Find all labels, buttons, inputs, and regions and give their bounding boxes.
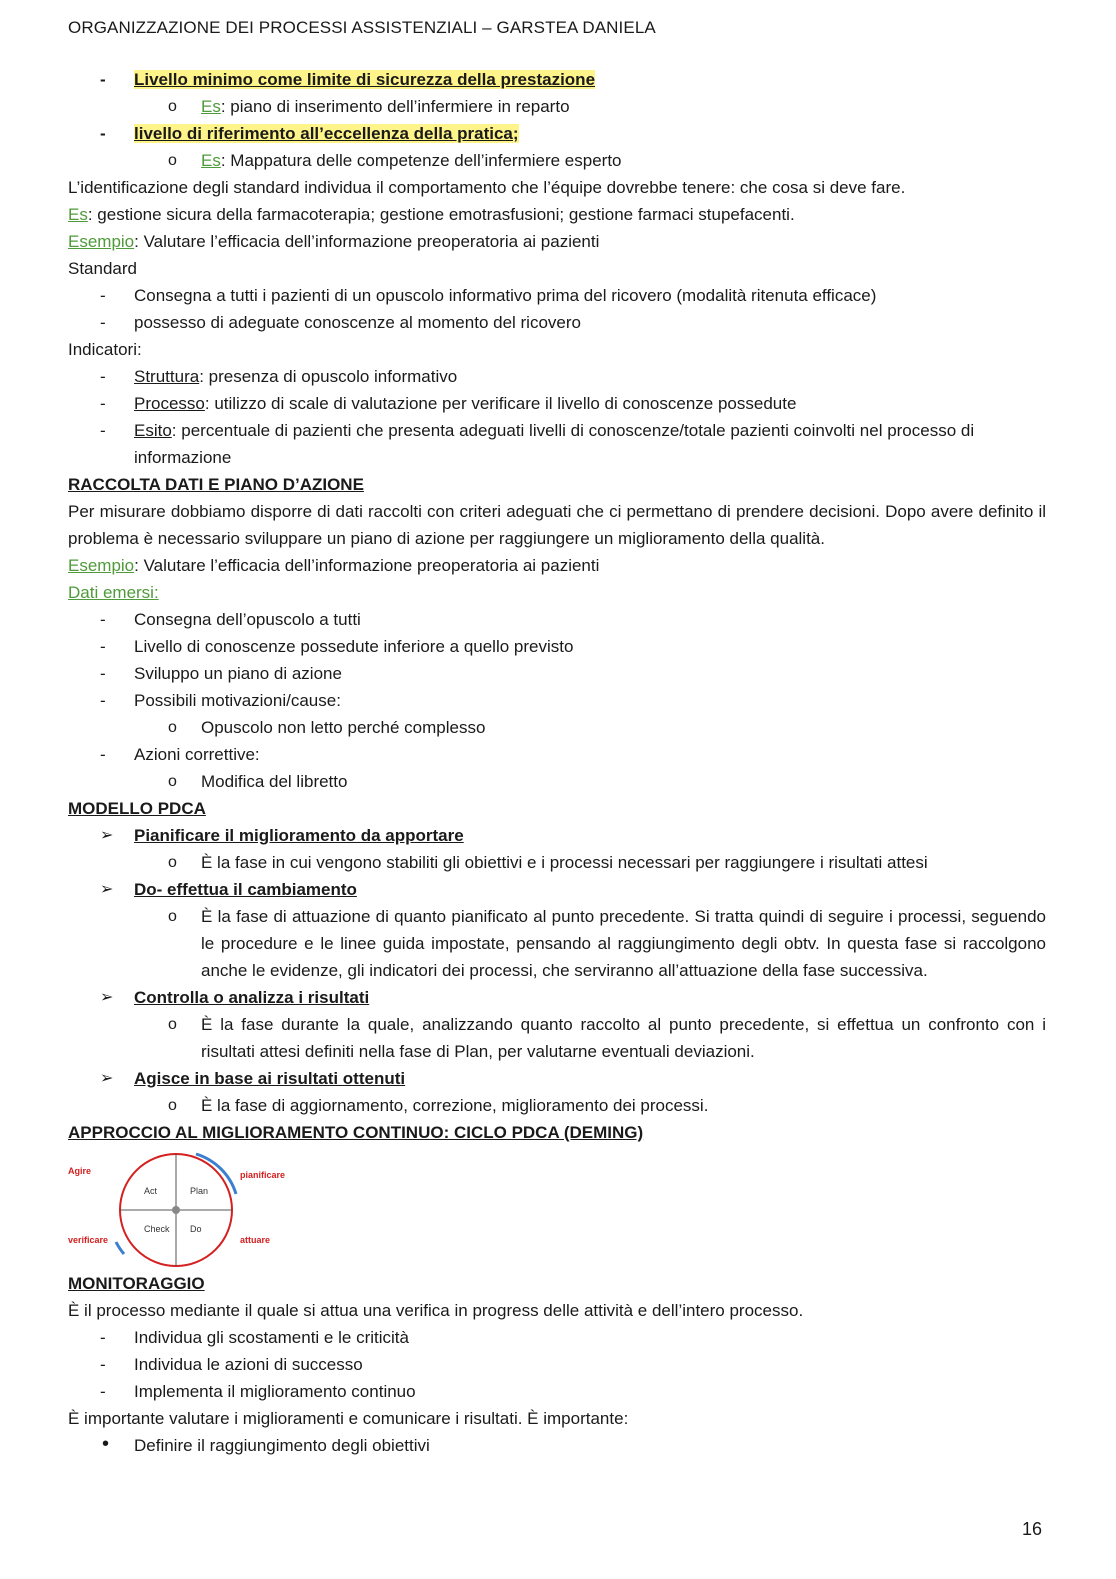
pdca-label-attuare: attuare bbox=[240, 1235, 271, 1245]
paragraph: Per misurare dobbiamo disporre di dati raccolti con criteri adeguati che ci permettano di prendere decisioni. Dopo avere definito il problema è necessario sviluppare un piano di azione per raggiungere un miglioramento della qualità. bbox=[68, 502, 1046, 548]
list-item: - Possibili motivazioni/cause: bbox=[100, 691, 341, 710]
pdca-center-dot bbox=[172, 1206, 180, 1214]
list-item: o Opuscolo non letto perché complesso bbox=[168, 718, 486, 737]
list-item: o Es: Mappatura delle competenze dell’infermiere esperto bbox=[168, 151, 622, 170]
list-item: - Consegna dell’opuscolo a tutti bbox=[100, 610, 361, 629]
pdca-label-agire: Agire bbox=[68, 1166, 92, 1176]
list-item: ➢ Do- effettua il cambiamento bbox=[68, 876, 1046, 903]
list-item: o È la fase di attuazione di quanto pianificato al punto precedente. Si tratta quindi di seguire i processi, seguendo le procedure e le linee guida impostate, pensando al raggiungimento degli obtv. In questa fase si raccolgono anche le evidenze, gli indicatori dei processi, che serviranno all’attuazione della fase successiva. bbox=[168, 907, 1046, 980]
page-number: 16 bbox=[1021, 1519, 1042, 1539]
section-heading: MODELLO PDCA bbox=[68, 799, 206, 818]
section-heading: MONITORAGGIO bbox=[68, 1274, 205, 1293]
paragraph: Es: gestione sicura della farmacoterapia; gestione emotrasfusioni; gestione farmaci stupefacenti. bbox=[68, 205, 795, 224]
list-item: o È la fase durante la quale, analizzando quanto raccolto al punto precedente, si effettua un confronto con i risultati attesi definiti nella fase di Plan, per valutarne eventuali deviazioni. bbox=[168, 1015, 1046, 1061]
page-header: ORGANIZZAZIONE DEI PROCESSI ASSISTENZIALI – GARSTEA DANIELA bbox=[68, 18, 656, 37]
list-item: - Livello minimo come limite di sicurezza della prestazione bbox=[100, 70, 596, 89]
list-item: - Azioni correttive: bbox=[100, 745, 260, 764]
paragraph: L’identificazione degli standard individua il comportamento che l’équipe dovrebbe tenere: che cosa si deve fare. bbox=[68, 178, 906, 197]
pdca-label-act: Act bbox=[144, 1186, 158, 1196]
pdca-label-verificare: verificare bbox=[68, 1235, 109, 1245]
list-item: - Esito: percentuale di pazienti che presenta adeguati livelli di conoscenze/totale pazienti coinvolti nel processo di informazione bbox=[100, 421, 975, 467]
paragraph: È il processo mediante il quale si attua una verifica in progress delle attività e dell’intero processo. bbox=[68, 1301, 804, 1320]
arrow-bullet-icon: ➢ bbox=[100, 881, 114, 898]
list-item: - Livello di conoscenze possedute inferiore a quello previsto bbox=[100, 637, 574, 656]
pdca-label-do: Do bbox=[190, 1224, 202, 1234]
paragraph: Esempio: Valutare l’efficacia dell’informazione preoperatoria ai pazienti bbox=[68, 556, 600, 575]
pdca-label-check: Check bbox=[144, 1224, 170, 1234]
list-item: - Processo: utilizzo di scale di valutazione per verificare il livello di conoscenze possedute bbox=[100, 394, 797, 413]
paragraph: Indicatori: bbox=[68, 340, 142, 359]
list-item: - Consegna a tutti i pazienti di un opuscolo informativo prima del ricovero (modalità ritenuta efficace) bbox=[100, 286, 877, 305]
pdca-label-plan: Plan bbox=[190, 1186, 209, 1196]
list-item: o Es: piano di inserimento dell’infermiere in reparto bbox=[168, 97, 570, 116]
pdca-arrow-arc-check bbox=[116, 1242, 124, 1254]
list-item: - Individua gli scostamenti e le criticità bbox=[100, 1328, 409, 1347]
list-item: o Modifica del libretto bbox=[168, 772, 348, 791]
arrow-bullet-icon: ➢ bbox=[100, 1070, 114, 1087]
pdca-cycle-svg bbox=[68, 1146, 308, 1270]
list-item: - livello di riferimento all’eccellenza della pratica; bbox=[100, 124, 519, 143]
list-item: o È la fase di aggiornamento, correzione, miglioramento dei processi. bbox=[168, 1096, 709, 1115]
list-item: ➢ Pianificare il miglioramento da apportare bbox=[68, 822, 1046, 849]
section-heading: APPROCCIO AL MIGLIORAMENTO CONTINUO: CICLO PDCA (DEMING) bbox=[68, 1123, 644, 1142]
list-item: - Implementa il miglioramento continuo bbox=[100, 1382, 416, 1401]
paragraph: Dati emersi: bbox=[68, 583, 159, 602]
list-item: - Individua le azioni di successo bbox=[100, 1355, 363, 1374]
arrow-bullet-icon: ➢ bbox=[100, 989, 114, 1006]
pdca-label-pianificare: pianificare bbox=[240, 1170, 286, 1180]
list-item: • Definire il raggiungimento degli obiettivi bbox=[102, 1433, 430, 1455]
section-heading: RACCOLTA DATI E PIANO D’AZIONE bbox=[68, 475, 364, 494]
document-body bbox=[68, 66, 1046, 1459]
pdca-cycle-diagram bbox=[68, 1146, 308, 1270]
list-item: - possesso di adeguate conoscenze al momento del ricovero bbox=[100, 313, 581, 332]
list-item: o È la fase in cui vengono stabiliti gli obiettivi e i processi necessari per raggiungere i risultati attesi bbox=[168, 853, 928, 872]
arrow-bullet-icon: ➢ bbox=[100, 827, 114, 844]
list-item: ➢ Agisce in base ai risultati ottenuti bbox=[68, 1065, 1046, 1092]
paragraph: Esempio: Valutare l’efficacia dell’informazione preoperatoria ai pazienti bbox=[68, 232, 600, 251]
list-item: ➢ Controlla o analizza i risultati bbox=[68, 984, 1046, 1011]
paragraph: È importante valutare i miglioramenti e comunicare i risultati. È importante: bbox=[68, 1409, 629, 1428]
list-item: - Sviluppo un piano di azione bbox=[100, 664, 342, 683]
list-item: - Struttura: presenza di opuscolo informativo bbox=[100, 367, 458, 386]
paragraph: Standard bbox=[68, 259, 137, 278]
